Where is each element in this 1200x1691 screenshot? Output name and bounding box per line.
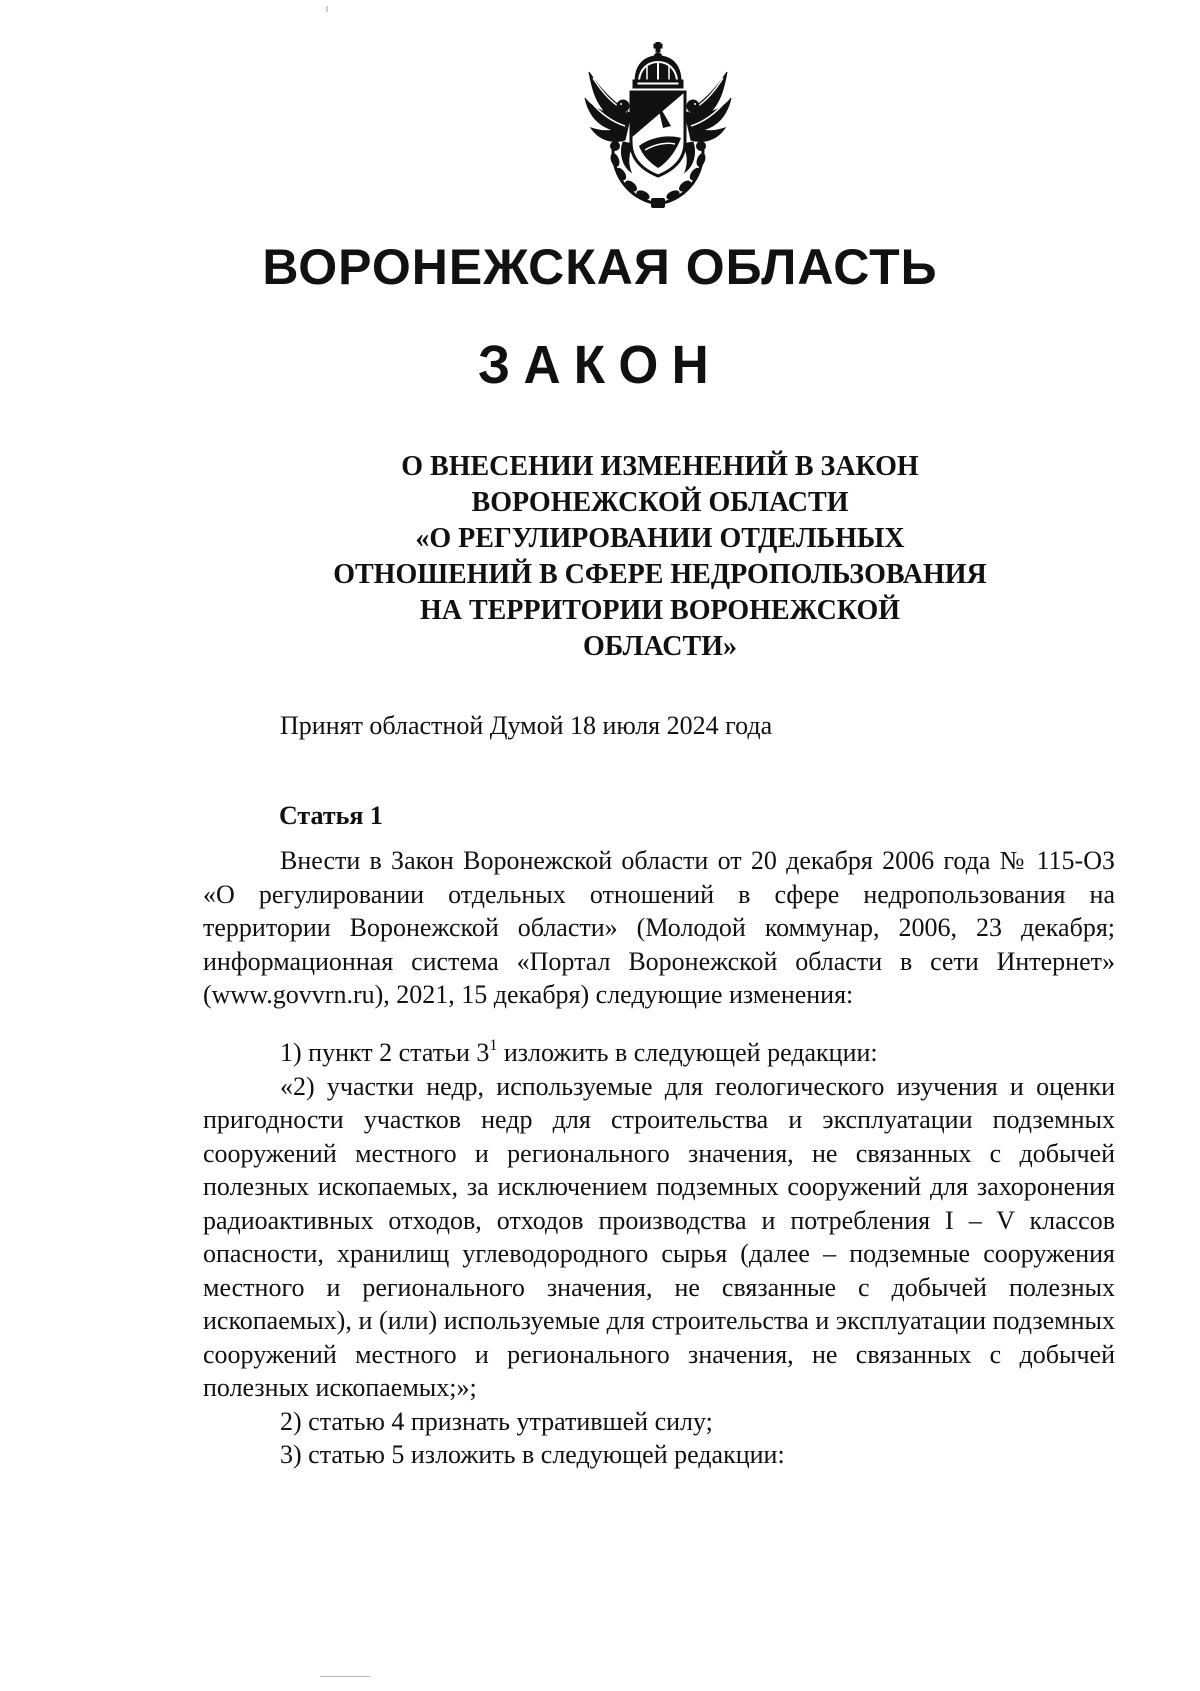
scan-artifact <box>326 6 328 12</box>
item-1 <box>203 1036 1115 1070</box>
law-title-line: ОБЛАСТИ» <box>583 631 737 662</box>
article-items-block <box>203 1036 1115 1472</box>
item-1-superscript: 1 <box>489 1037 498 1054</box>
law-title-line: НА ТЕРРИТОРИИ ВОРОНЕЖСКОЙ <box>419 595 901 626</box>
adoption-date: Принят областной Думой 18 июля 2024 года <box>280 711 773 740</box>
article-intro: Внести в Закон Воронежской области от 20 декабря 2006 года № 115-ОЗ «О регулировании отдельных отношений в сфере недропользования на территории Воронежской области» (Молодой коммунар, 2006, 23 декабря; информационная система «Портал Воронежской области в сети Интернет» (www.govvrn.ru), 2021, 15 декабря) следующие изменения: <box>203 846 1115 1009</box>
law-title-line: ОТНОШЕНИЙ В СФЕРЕ НЕДРОПОЛЬЗОВАНИЯ <box>333 559 987 590</box>
law-title-line: ВОРОНЕЖСКОЙ ОБЛАСТИ <box>471 487 849 518</box>
region-name: ВОРОНЕЖСКАЯ ОБЛАСТЬ <box>262 239 938 295</box>
law-title-line: «О РЕГУЛИРОВАНИИ ОТДЕЛЬНЫХ <box>415 523 905 554</box>
coat-of-arms-icon <box>583 42 733 210</box>
item-3: 3) статью 5 изложить в следующей редакции: <box>280 1440 785 1469</box>
item-1-suffix: изложить в следующей редакции: <box>497 1038 878 1067</box>
article-intro-block <box>203 844 1115 1012</box>
article-heading: Статья 1 <box>279 801 383 830</box>
law-title-line: О ВНЕСЕНИИ ИЗМЕНЕНИЙ В ЗАКОН <box>401 451 919 482</box>
item-1-prefix: 1) пункт 2 статьи 3 <box>280 1038 490 1067</box>
scan-artifact <box>320 1676 370 1677</box>
law-title <box>260 449 1060 665</box>
item-1-text: «2) участки недр, используемые для геологического изучения и оценки пригодности участков недр для строительства и эксплуатации подземных сооружений местного и регионального значения, не связанных с добычей полезных ископаемых, за исключением подземных сооружений для захоронения радиоактивных отходов, отходов производства и потребления I – V классов опасности, хранилищ углеводородного сырья (далее – подземные сооружения местного и регионального значения, не связанные с добычей полезных ископаемых), и (или) используемые для строительства и эксплуатации подземных сооружений местного и регионального значения, не связанных с добычей полезных ископаемых;»; <box>203 1071 1115 1402</box>
item-2: 2) статью 4 признать утратившей силу; <box>280 1406 713 1436</box>
document-type: ЗАКОН <box>478 335 722 395</box>
